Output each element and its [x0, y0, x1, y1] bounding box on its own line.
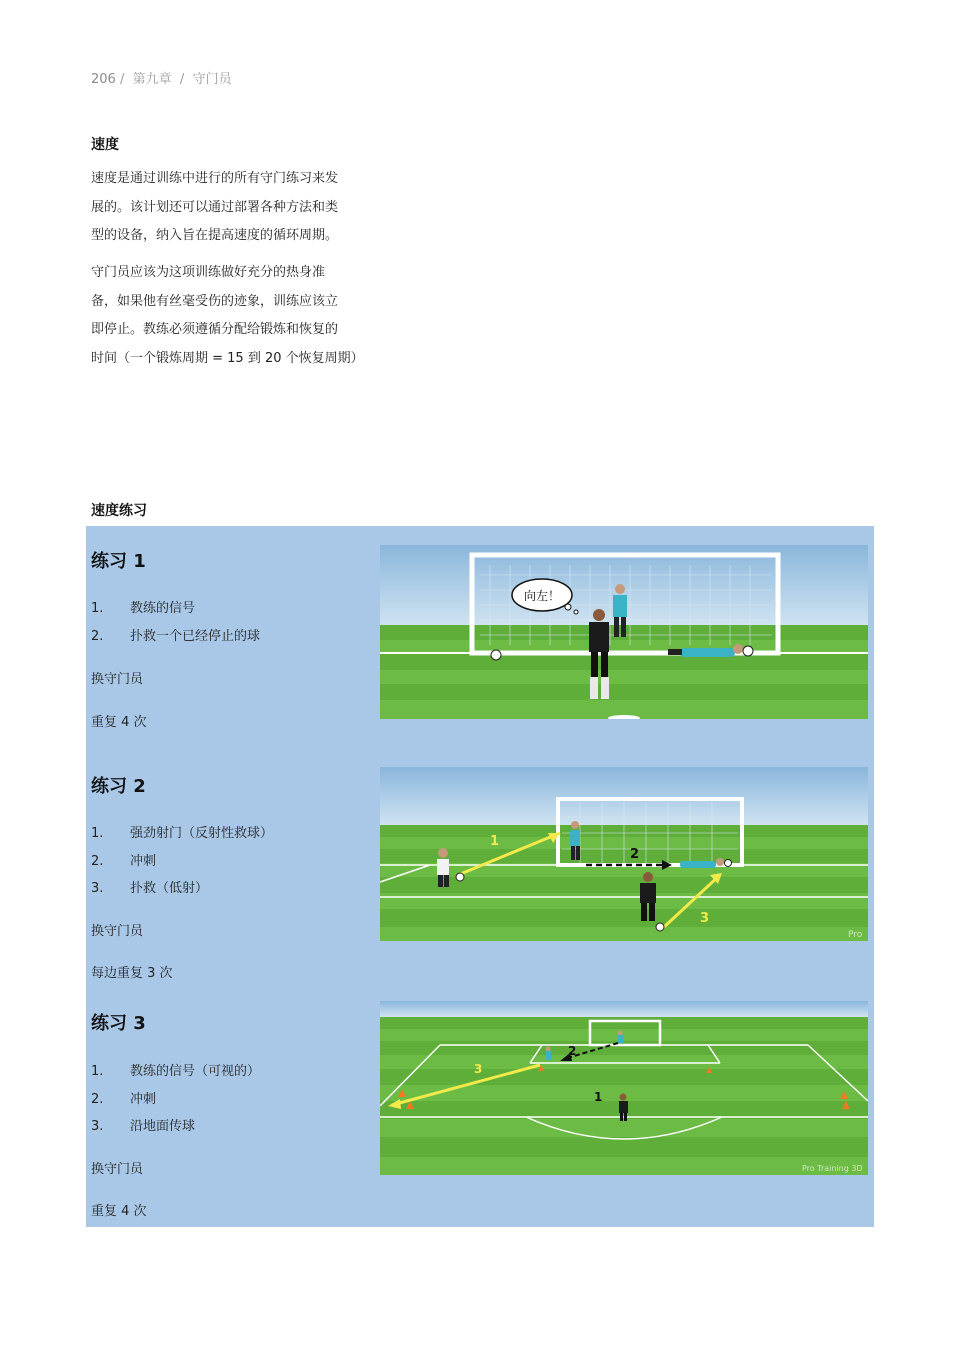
exercise-2-note: 换守门员	[91, 924, 144, 939]
paragraph-line: 速度是通过训练中进行的所有守门练习来发	[91, 171, 339, 186]
speed-paragraph-1	[91, 165, 381, 251]
speech-bubble-text: 向左！	[523, 589, 561, 603]
section-label: 守门员	[192, 72, 232, 87]
paragraph-line: 守门员应该为这项训练做好充分的热身准	[91, 265, 326, 280]
paragraph-line: 型的设备，纳入旨在提高速度的循环周期。	[91, 228, 339, 243]
exercise-1-repeat: 重复 4 次	[91, 715, 147, 730]
exercise-1-item: 1. 教练的信号	[91, 601, 196, 616]
paragraph-line: 即停止。教练必须遵循分配给锻炼和恢复的	[91, 322, 339, 337]
arrow-label: 3	[474, 1062, 483, 1076]
page-number: 206	[91, 72, 116, 87]
arrow-label: 1	[490, 834, 500, 849]
exercise-2-illustration	[380, 767, 868, 941]
exercise-3-item: 1. 教练的信号（可视的）	[91, 1064, 261, 1079]
exercise-3-repeat: 重复 4 次	[91, 1204, 147, 1219]
speed-paragraph-2	[91, 259, 381, 373]
paragraph-line: 时间（一个锻炼周期 = 15 到 20 个恢复周期）	[91, 350, 364, 366]
watermark: Pro Training 3D	[802, 1164, 863, 1173]
exercise-2-item: 3. 扑救（低射）	[91, 881, 209, 896]
arrow-label: 3	[700, 911, 710, 926]
exercise-1-item: 2. 扑救一个已经停止的球	[91, 629, 261, 644]
exercise-2-item: 1. 强劲射门（反射性救球）	[91, 826, 274, 841]
arrow-label: 2	[630, 847, 640, 862]
exercise-3-illustration	[380, 1001, 868, 1175]
chapter-label: 第九章	[132, 72, 172, 87]
speed-heading: 速度	[91, 137, 119, 153]
exercise-3-title: 练习 3	[91, 1013, 146, 1034]
arrow-label: 1	[594, 1090, 603, 1104]
exercise-3-note: 换守门员	[91, 1162, 144, 1177]
header-separator: /	[179, 72, 185, 87]
exercise-1-title: 练习 1	[91, 551, 146, 572]
speed-drills-heading: 速度练习	[91, 503, 147, 519]
exercise-2-repeat: 每边重复 3 次	[91, 966, 173, 981]
exercise-3-item: 3. 沿地面传球	[91, 1119, 196, 1134]
exercise-3-item: 2. 冲刺	[91, 1092, 157, 1107]
arrow-label: 2	[568, 1044, 577, 1058]
paragraph-line: 备，如果他有丝毫受伤的迹象，训练应该立	[91, 293, 339, 309]
paragraph-line: 展的。该计划还可以通过部署各种方法和类	[91, 199, 339, 215]
exercise-2-item: 2. 冲刺	[91, 854, 157, 869]
exercise-2-title: 练习 2	[91, 776, 146, 797]
exercise-1-note: 换守门员	[91, 672, 144, 687]
running-header	[91, 68, 232, 87]
watermark: Pro	[848, 930, 863, 940]
exercise-1-illustration	[380, 545, 868, 719]
header-separator: /	[119, 72, 125, 87]
